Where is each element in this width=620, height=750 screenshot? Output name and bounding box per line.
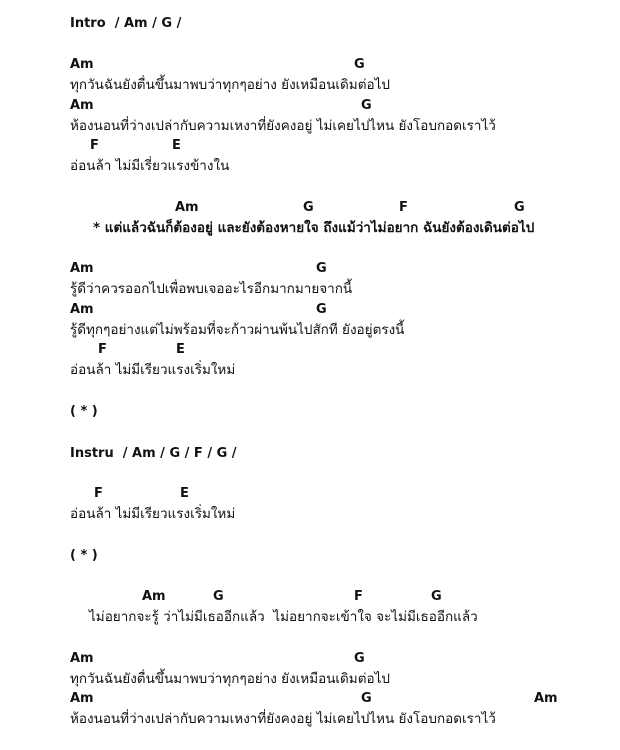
chord: E [180, 486, 189, 501]
chord: G [354, 57, 365, 72]
chord: Am [175, 200, 199, 215]
chord: Am [70, 98, 94, 113]
lyric-line: รู้ดีทุกๆอย่างแต่ไม่พร้อมที่จะก้าวผ่านพ้นไปสักที ยังอยู่ตรงนี้ [70, 322, 405, 338]
lyric-line: รู้ดีว่าควรออกไปเพื่อพบเจออะไรอีกมากมายจากนี้ [70, 281, 353, 297]
lyric-line: อ่อนล้า ไม่มีเรียวแรงเริ่มใหม่ [70, 362, 236, 378]
chord: G [431, 589, 442, 604]
chorus-lyric: * แต่แล้วฉันก็ต้องอยู่ และยังต้องหายใจ ถึงแม้ว่าไม่อยาก ฉันยังต้องเดินต่อไป [93, 220, 535, 236]
chord: Am [70, 261, 94, 276]
repeat-chorus-marker: ( * ) [70, 548, 98, 563]
chord: F [354, 589, 363, 604]
chord: E [172, 138, 181, 153]
chord: G [354, 651, 365, 666]
chord: Am [142, 589, 166, 604]
chord: G [316, 261, 327, 276]
lyric-line: อ่อนล้า ไม่มีเรียวแรงเริ่มใหม่ [70, 506, 236, 522]
chord: F [90, 138, 99, 153]
chord: E [176, 342, 185, 357]
chord: F [98, 342, 107, 357]
lyric-line: ห้องนอนที่ว่างเปล่ากับความเหงาที่ยังคงอยู่ ไม่เคยไปไหน ยังโอบกอดเราไว้ [70, 711, 496, 727]
chord: Am [70, 651, 94, 666]
chord: F [399, 200, 408, 215]
chord: Am [70, 302, 94, 317]
chord: G [361, 98, 372, 113]
chord: Am [70, 57, 94, 72]
intro-line: Intro / Am / G / [70, 16, 182, 31]
chord: G [303, 200, 314, 215]
repeat-chorus-marker: ( * ) [70, 404, 98, 419]
chord: G [213, 589, 224, 604]
lyric-line: ทุกวันฉันยังตื่นขึ้นมาพบว่าทุกๆอย่าง ยังเหมือนเดิมต่อไป [70, 671, 390, 687]
chord: Am [534, 691, 558, 706]
lyric-line: ห้องนอนที่ว่างเปล่ากับความเหงาที่ยังคงอยู่ ไม่เคยไปไหน ยังโอบกอดเราไว้ [70, 118, 496, 134]
chord: G [514, 200, 525, 215]
chord: F [94, 486, 103, 501]
chord: G [316, 302, 327, 317]
instrumental-line: Instru / Am / G / F / G / [70, 446, 237, 461]
lyric-line: ทุกวันฉันยังตื่นขึ้นมาพบว่าทุกๆอย่าง ยังเหมือนเดิมต่อไป [70, 77, 390, 93]
lyric-line: ไม่อยากจะรู้ ว่าไม่มีเธออีกแล้ว ไม่อยากจะเข้าใจ จะไม่มีเธออีกแล้ว [89, 609, 478, 625]
lyric-line: อ่อนล้า ไม่มีเรี่ยวแรงข้างใน [70, 158, 230, 174]
chord: G [361, 691, 372, 706]
chord: Am [70, 691, 94, 706]
